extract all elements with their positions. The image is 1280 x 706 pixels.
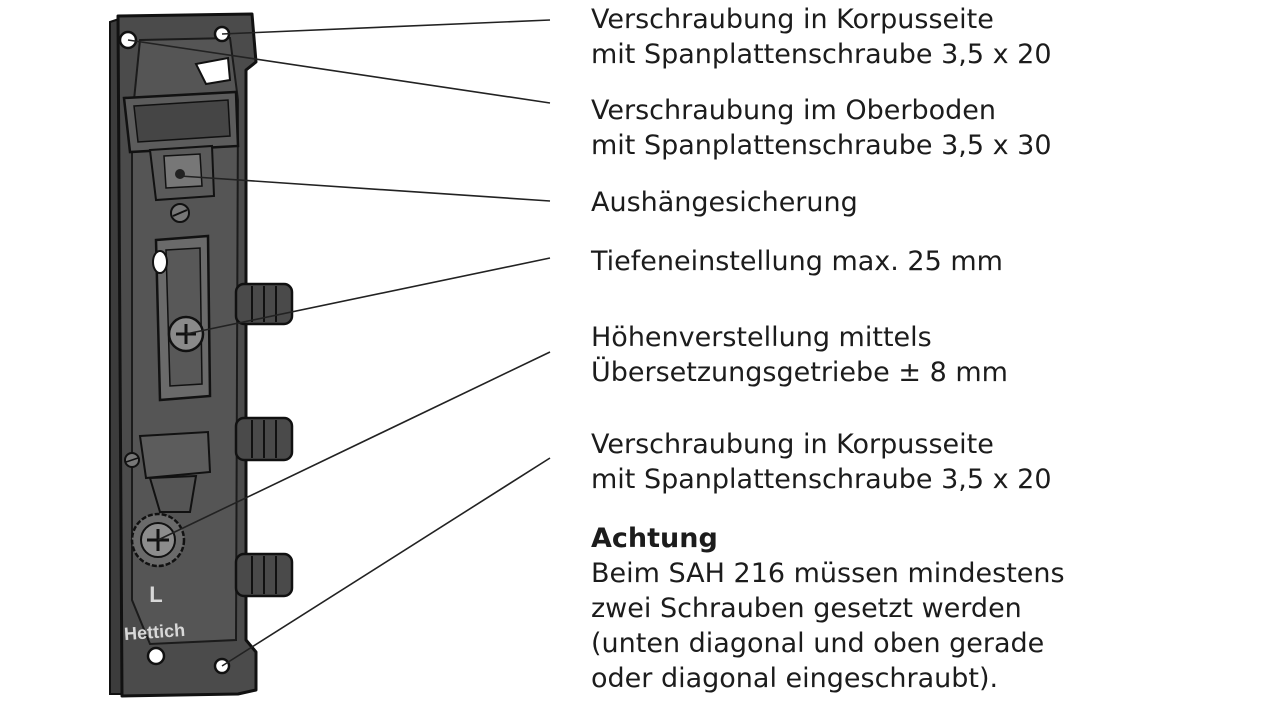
hanger-bracket bbox=[110, 14, 292, 696]
lower-bracket bbox=[140, 432, 210, 478]
caution-note bbox=[591, 521, 1065, 696]
label-height-adjustment bbox=[591, 320, 1008, 390]
label-text: Verschraubung in Korpusseite bbox=[591, 4, 994, 35]
note-line: (unten diagonal und oben gerade bbox=[591, 628, 1045, 659]
leader-line-1 bbox=[222, 20, 550, 34]
note-heading: Achtung bbox=[591, 523, 718, 554]
note-line: Beim SAH 216 müssen mindestens bbox=[591, 558, 1065, 589]
dowel-2 bbox=[236, 418, 292, 460]
label-text: Höhenverstellung mittels bbox=[591, 322, 932, 353]
label-text: Übersetzungsgetriebe ± 8 mm bbox=[591, 357, 1008, 388]
note-line: oder diagonal eingeschraubt). bbox=[591, 663, 999, 694]
hole-bottom-left bbox=[148, 648, 164, 664]
label-text: Aushängesicherung bbox=[591, 187, 858, 218]
label-unhooking-safety bbox=[591, 185, 858, 220]
label-text: Tiefeneinstellung max. 25 mm bbox=[591, 246, 1003, 277]
note-line: zwei Schrauben gesetzt werden bbox=[591, 593, 1022, 624]
brand-logo: Hettich bbox=[123, 619, 186, 645]
dowel-3 bbox=[236, 554, 292, 596]
label-text: mit Spanplattenschraube 3,5 x 30 bbox=[591, 130, 1052, 161]
label-text: mit Spanplattenschraube 3,5 x 20 bbox=[591, 464, 1052, 495]
label-side-screw-top bbox=[591, 2, 1052, 72]
label-side-screw-bottom bbox=[591, 427, 1052, 497]
side-letter: L bbox=[149, 582, 163, 607]
label-text: Verschraubung in Korpusseite bbox=[591, 429, 994, 460]
label-text: mit Spanplattenschraube 3,5 x 20 bbox=[591, 39, 1052, 70]
label-text: Verschraubung im Oberboden bbox=[591, 95, 996, 126]
label-top-panel-screw bbox=[591, 93, 1052, 163]
label-depth-adjustment bbox=[591, 244, 1003, 279]
